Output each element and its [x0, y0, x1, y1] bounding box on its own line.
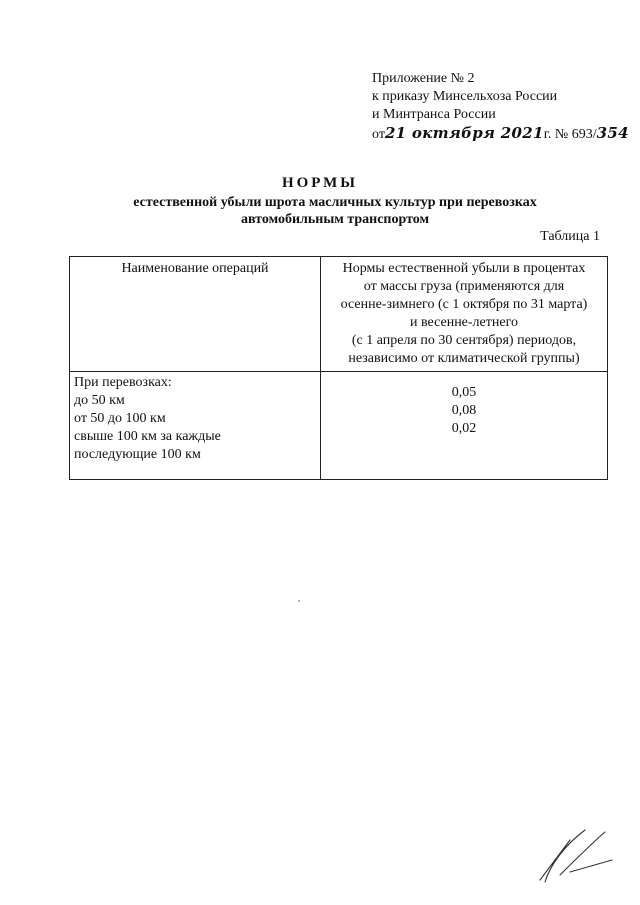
handwritten-date: 21 октября 2021 — [384, 124, 544, 142]
operation-line: от 50 до 100 км — [74, 411, 166, 426]
table-row — [70, 372, 608, 480]
appendix-number: Приложение № 2 — [372, 71, 475, 86]
norms-header-line: от массы груза (применяются для — [363, 279, 565, 294]
scan-speck — [298, 600, 300, 602]
appendix-header — [372, 70, 629, 144]
date-prefix: от — [372, 127, 385, 142]
norm-value: 0,08 — [451, 403, 477, 418]
operation-line: до 50 км — [74, 393, 125, 408]
operation-line: последующие 100 км — [74, 447, 201, 462]
norms-table — [69, 256, 608, 480]
order-reference-line: к приказу Минсельхоза России — [372, 89, 558, 104]
operations-column-header: Наименование операций — [70, 257, 321, 372]
signature-mark — [530, 820, 620, 890]
operation-line: При перевозках: — [74, 375, 172, 390]
norms-column-header — [321, 257, 608, 372]
norm-value: 0,05 — [451, 385, 477, 400]
norms-header-line: и весенне-летнего — [410, 315, 518, 330]
operation-line: свыше 100 км за каждые — [74, 429, 221, 444]
norms-header-line: осенне-зимнего (с 1 октября по 31 марта) — [340, 297, 588, 312]
norm-values-cell — [321, 372, 608, 480]
year-number-text: г. № 693/ — [543, 127, 597, 142]
order-date-line — [372, 124, 629, 144]
handwritten-number: 354 — [596, 124, 629, 142]
document-title: НОРМЫ — [281, 175, 359, 191]
table-header-row — [70, 257, 608, 372]
operations-cell — [70, 372, 321, 480]
table-label: Таблица 1 — [540, 229, 600, 244]
norms-header-line: независимо от климатической группы) — [348, 351, 580, 366]
norms-header-line: Нормы естественной убыли в процентах — [342, 261, 586, 276]
document-subtitle: естественной убыли шрота масличных культур при перевозках автомобильным транспортом — [133, 195, 537, 227]
ministry-line: и Минтранса России — [372, 107, 496, 122]
norms-header-line: (с 1 апреля по 30 сентября) периодов, — [351, 333, 577, 348]
norm-value: 0,02 — [451, 421, 477, 436]
